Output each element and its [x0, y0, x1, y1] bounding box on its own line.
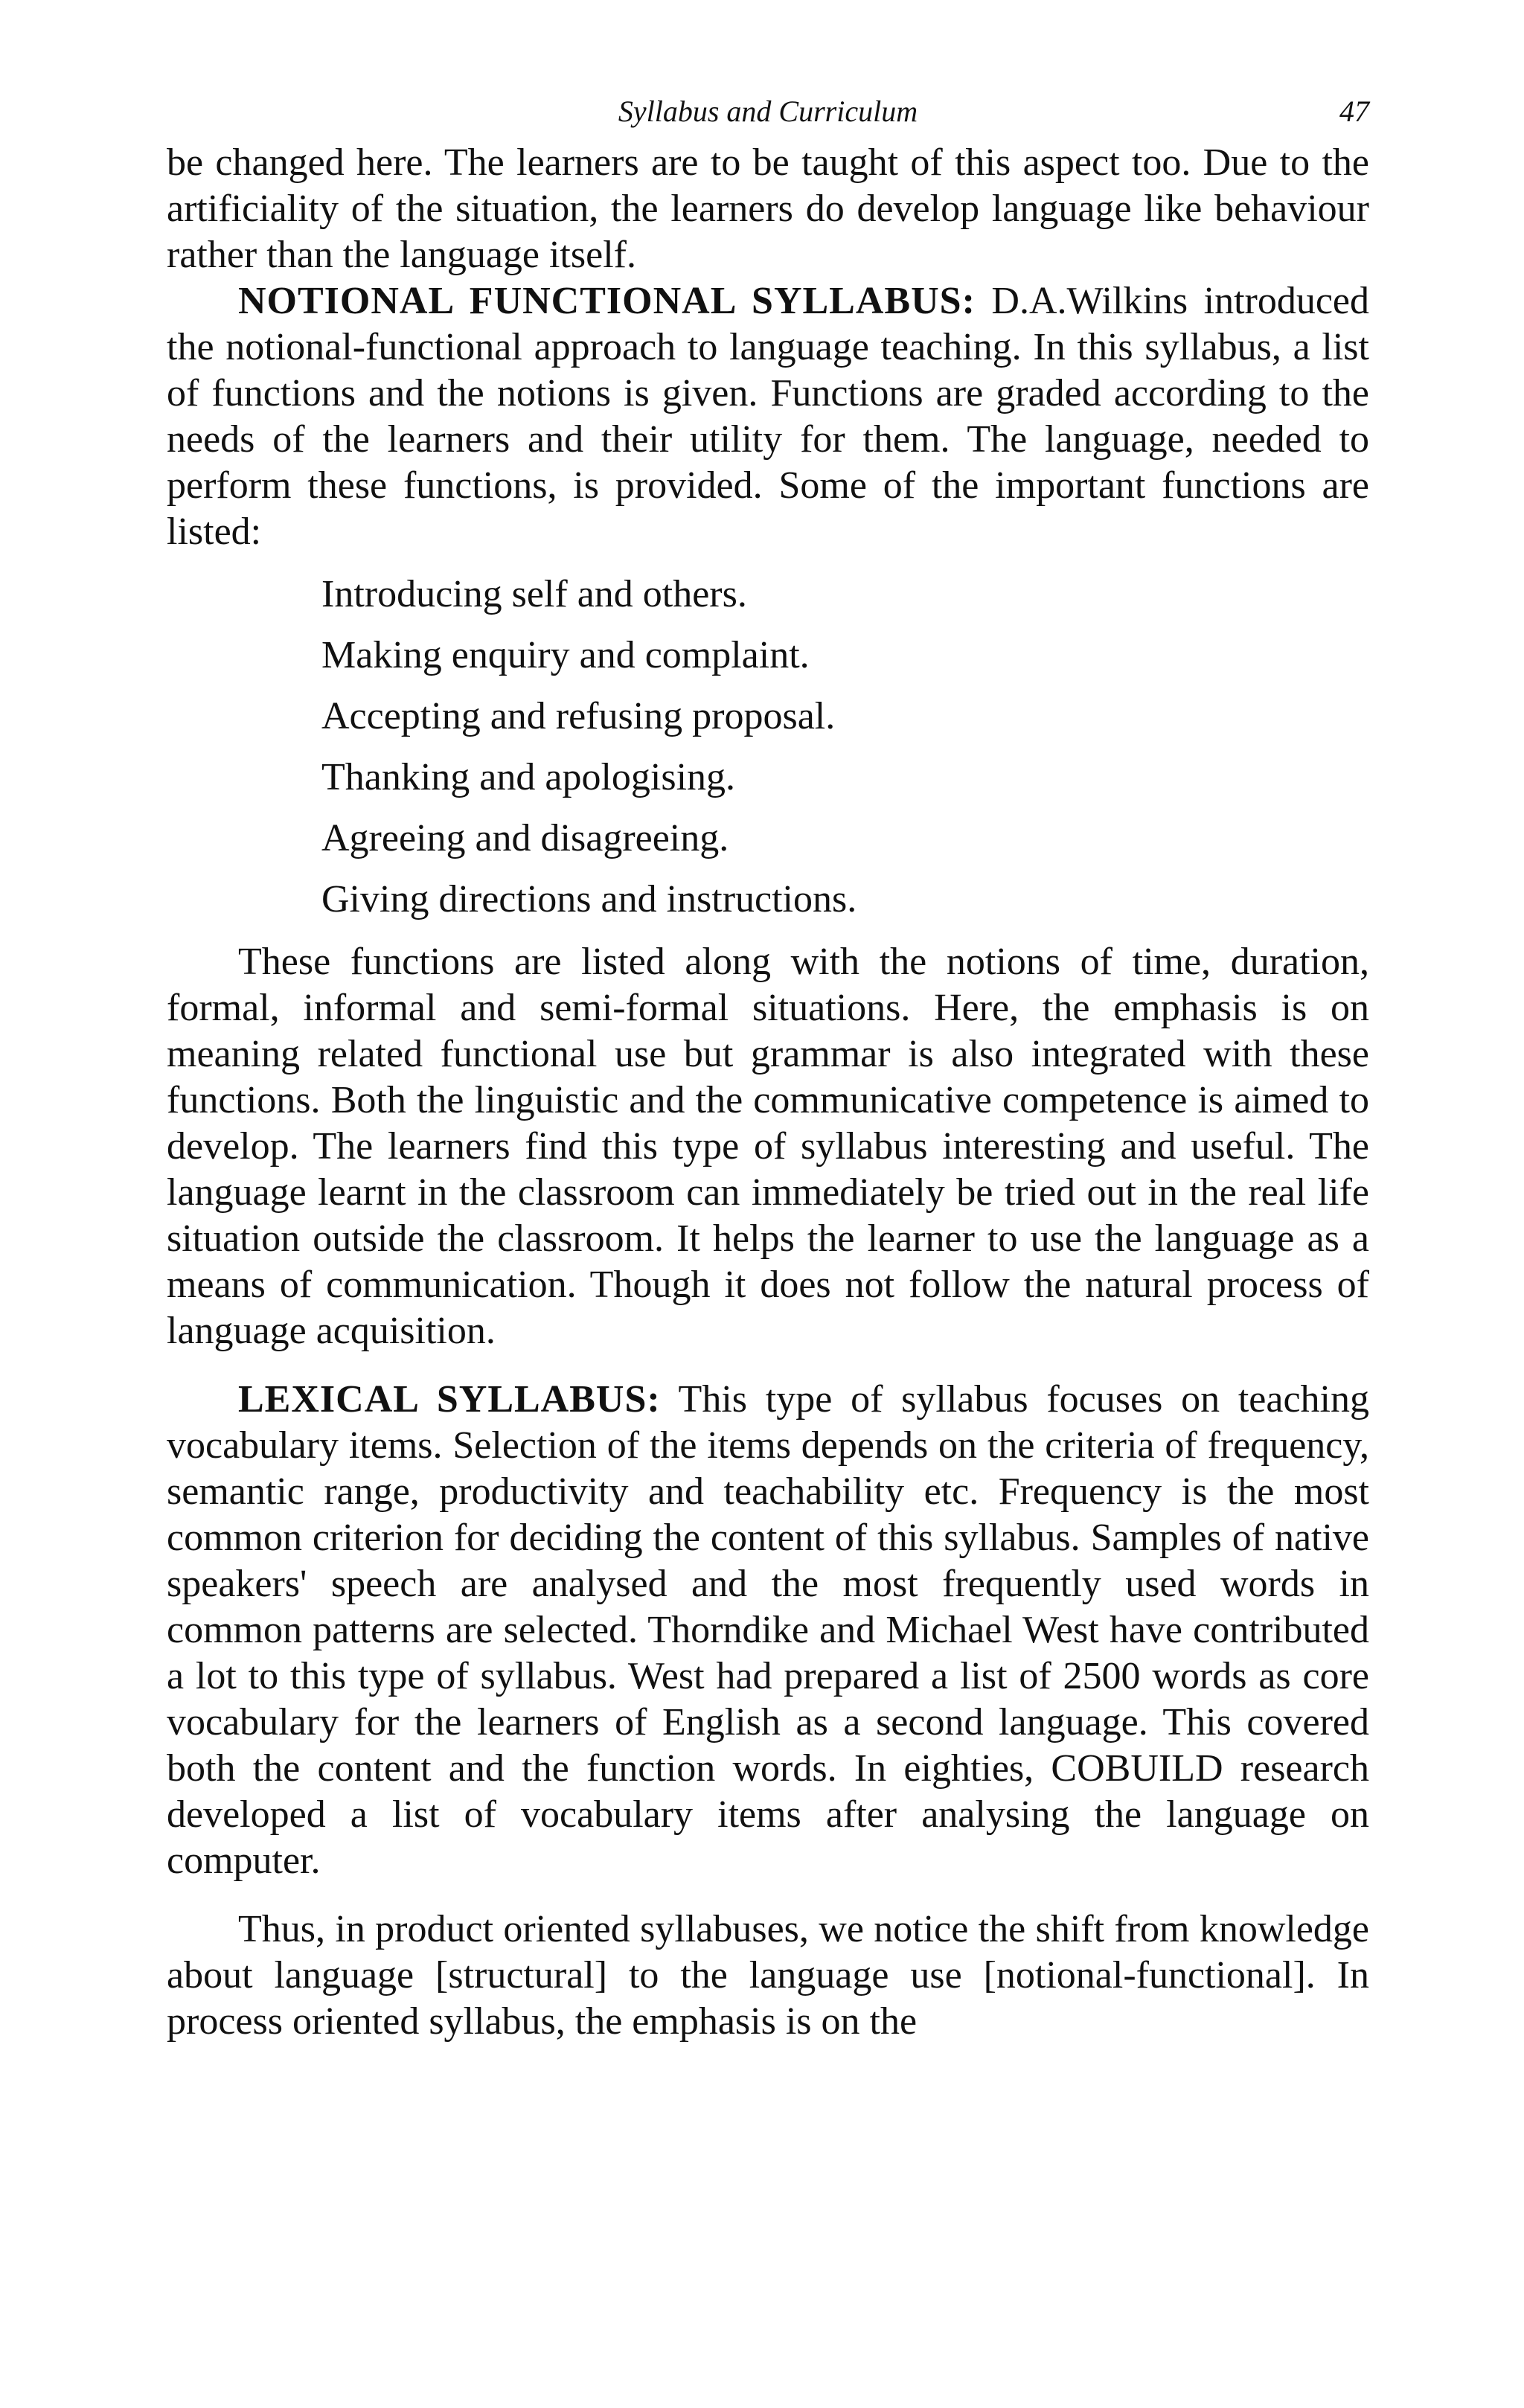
- paragraph-functions-notions: These functions are listed along with the notions of time, duration, formal, informal and semi-formal situations. Here, the emphasis is on meaning related functional use but grammar is also integrated with these functions. Both the linguistic and the communicative competence is aimed to develop. The learners find this type of syllabus interesting and useful. The language learnt in the classroom can immediately be tried out in the real life situation outside the classroom. It helps the learner to use the language as a means of communication. Though it does not follow the natural process of language acquisition.: [167, 941, 1369, 1352]
- body-text: [167, 140, 1369, 2045]
- list-item: Agreeing and disagreeing.: [321, 817, 729, 859]
- paragraph-lexical: [167, 1377, 1369, 1884]
- list-item: Thanking and apologising.: [321, 756, 736, 798]
- list-item: Giving directions and instructions.: [321, 878, 857, 920]
- list-item: Accepting and refusing proposal.: [321, 695, 836, 737]
- page-number: 47: [1339, 95, 1369, 128]
- list-item: Introducing self and others.: [321, 573, 747, 615]
- paragraph-product-process: Thus, in product oriented syllabuses, we notice the shift from knowledge about language [structural] to the language use [notional-functional]. In process oriented syllabus, the emphasis is on the: [167, 1908, 1369, 2043]
- paragraph-notional-functional: [167, 278, 1369, 555]
- book-page: [167, 88, 1369, 2045]
- lexical-text: This type of syllabus focuses on teaching vocabulary items. Selection of the items depends on the criteria of frequency, semantic range, productivity and teachability etc. Frequency is the most common criterion for deciding the content of this syllabus. Samples of native speakers' speech are analysed and the most frequently used words in common patterns are selected. Thorndike and Michael West have contributed a lot to this type of syllabus. West had prepared a list of 2500 words as core vocabulary for the learners of English as a second language. This covered both the content and the function words. In eighties, COBUILD research developed a list of vocabulary items after analysing the language on computer.: [167, 1378, 1369, 1882]
- paragraph-continuation: be changed here. The learners are to be taught of this aspect too. Due to the artificiality of the situation, the learners do develop language like behaviour rather than the language itself.: [167, 141, 1369, 276]
- functions-list: [167, 564, 1369, 930]
- notional-functional-heading: NOTIONAL FUNCTIONAL SYLLABUS:: [238, 280, 976, 322]
- running-header: [167, 88, 1369, 140]
- list-item: Making enquiry and complaint.: [321, 634, 810, 676]
- lexical-heading: LEXICAL SYLLABUS:: [238, 1378, 661, 1421]
- notional-functional-text: D.A.Wilkins introduced the notional-functional approach to language teaching. In this syllabus, a list of functions and the notions is given. Functions are graded according to the needs of the learners and their utility for them. The language, needed to perform these functions, is provided. Some of the important functions are listed:: [167, 280, 1369, 553]
- running-title: Syllabus and Curriculum: [618, 95, 918, 128]
